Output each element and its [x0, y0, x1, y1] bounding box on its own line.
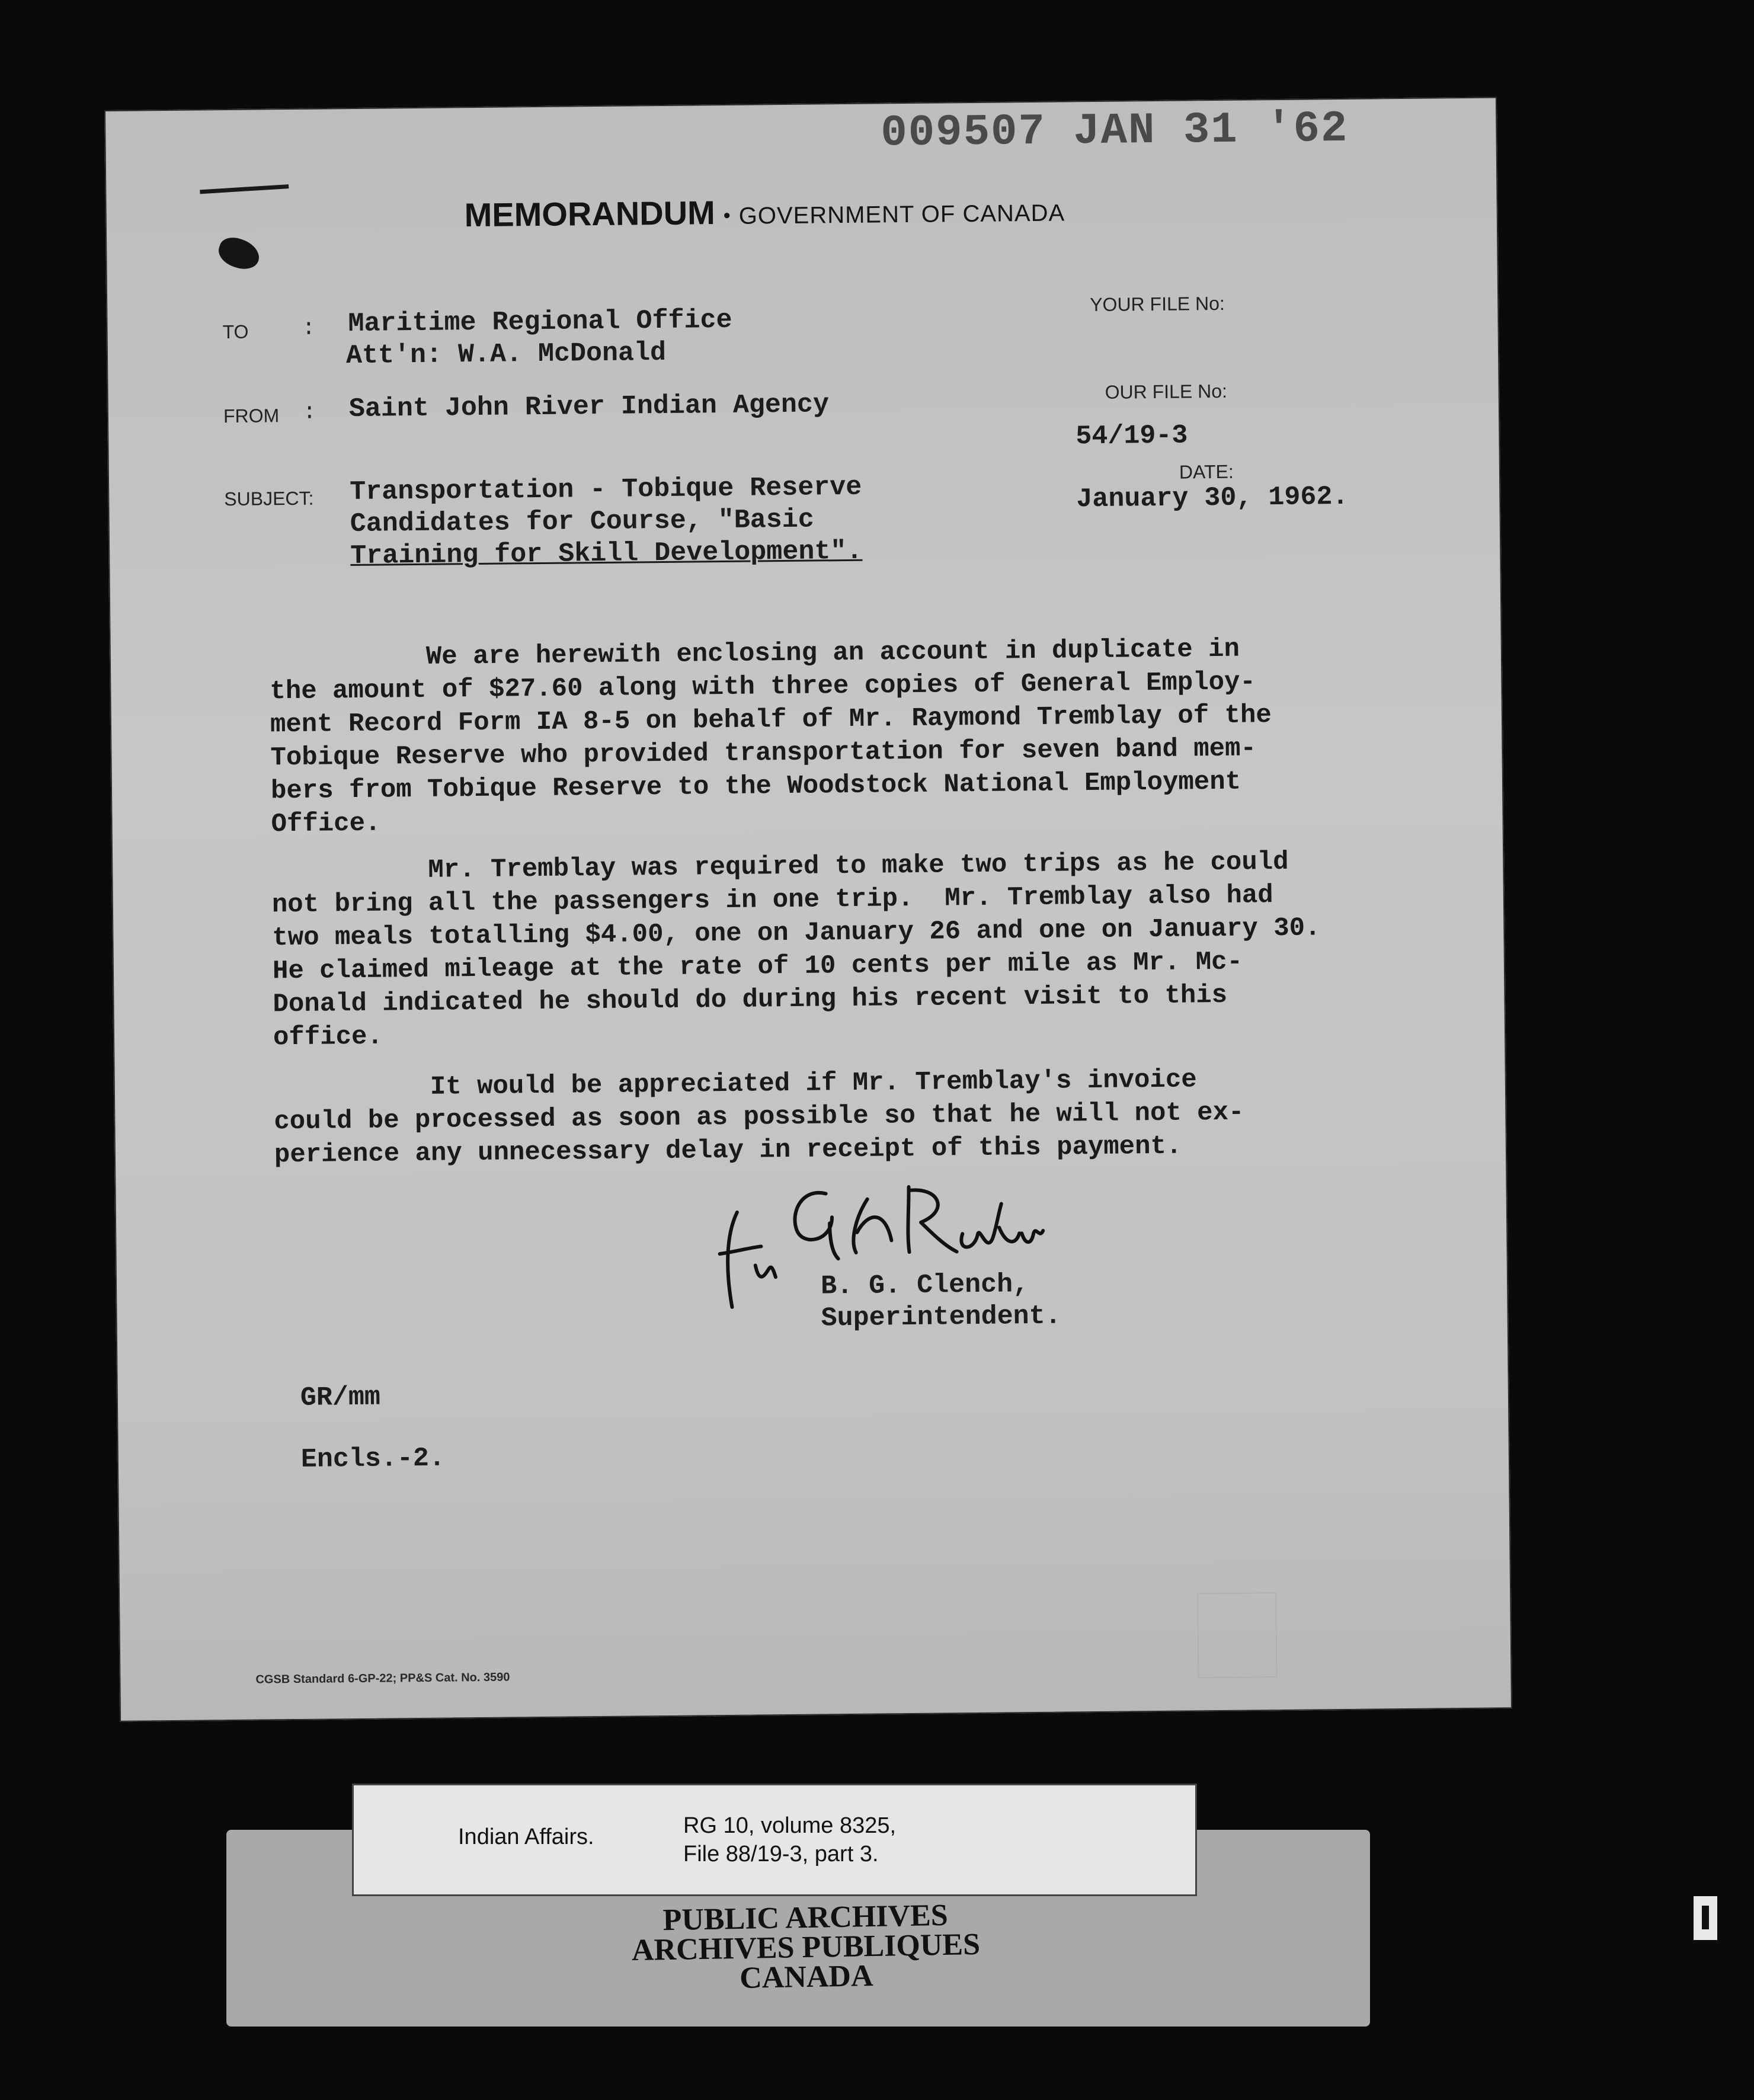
body-paragraph-3: It would be appreciated if Mr. Tremblay's invoice could be processed as soon as possible so that he will not ex- perience any unnecessary delay in receipt of this payment.: [273, 1065, 1244, 1170]
memo-title-sub: GOVERNMENT OF CANADA: [738, 200, 1065, 229]
from-label: FROM: [223, 405, 280, 427]
ink-blot: [215, 233, 263, 274]
title-bullet: •: [723, 204, 731, 228]
our-file-label: OUR FILE No:: [1105, 380, 1228, 403]
memo-title-main: MEMORANDUM: [464, 194, 716, 234]
date-label: DATE:: [1179, 460, 1234, 483]
subject-line2: Candidates for Course, "Basic: [350, 504, 815, 540]
archive-reference: [683, 1811, 896, 1868]
archive-reference-line1: RG 10, volume 8325,: [683, 1813, 897, 1838]
typist-initials: GR/mm: [300, 1382, 381, 1413]
received-date-stamp: 009507 JAN 31 '62: [881, 104, 1349, 159]
from-colon: :: [302, 399, 316, 425]
body-paragraph-1: We are herewith enclosing an account in duplicate in the amount of $27.60 along with three copies of General Employ- ment Record Form IA 8-5 on behalf of Mr. Raymond Tremblay of the Tobique Reserve who provided transportation for seven band mem- bers from Tobique Reserve to the Woodstock National Employment Office.: [269, 634, 1272, 840]
pen-dash-mark: [200, 184, 289, 194]
our-file-value: 54/19-3: [1076, 420, 1188, 452]
enclosures-note: Encls.-2.: [300, 1443, 446, 1475]
body-paragraph-2: Mr. Tremblay was required to make two trips as he could not bring all the passengers in one trip. Mr. Tremblay also had two meals totalling $4.00, one on January 26 and one on January 30. He claimed mileage at the rate of 10 cents per mile as Mr. Mc- Donald indicated he should do during his recent visit to this office.: [271, 847, 1321, 1053]
archive-stamp-line3: CANADA: [739, 1959, 874, 1995]
subject-label: SUBJECT:: [224, 487, 314, 510]
archive-stamp-line2: ARCHIVES PUBLIQUES: [631, 1927, 981, 1968]
archive-reference-label: [352, 1784, 1197, 1896]
subject-line1: Transportation - Tobique Reserve: [349, 472, 862, 508]
memo-page: [104, 97, 1512, 1721]
subject-line3: Training for Skill Development".: [350, 536, 863, 572]
to-line2: Att'n: W.A. McDonald: [345, 337, 667, 372]
your-file-label: YOUR FILE No:: [1090, 292, 1225, 316]
faint-stamp-outline: [1197, 1592, 1277, 1678]
film-edge-mark: [1694, 1896, 1717, 1940]
archive-reference-line2: File 88/19-3, part 3.: [683, 1842, 879, 1867]
archive-source: Indian Affairs.: [458, 1824, 594, 1849]
date-value: January 30, 1962.: [1076, 481, 1349, 515]
from-value: Saint John River Indian Agency: [348, 389, 830, 425]
public-archives-stamp: [568, 1899, 1044, 1996]
signatory-title: Superintendent.: [821, 1301, 1061, 1334]
memo-title: [464, 190, 1065, 234]
archive-stamp-line1: PUBLIC ARCHIVES: [662, 1898, 949, 1938]
to-colon: :: [302, 315, 316, 341]
to-line1: Maritime Regional Office: [348, 305, 732, 340]
signatory-name: B. G. Clench,: [820, 1269, 1029, 1302]
form-standard-number: CGSB Standard 6-GP-22; PP&S Cat. No. 3590: [255, 1670, 510, 1686]
to-label: TO: [222, 321, 249, 343]
